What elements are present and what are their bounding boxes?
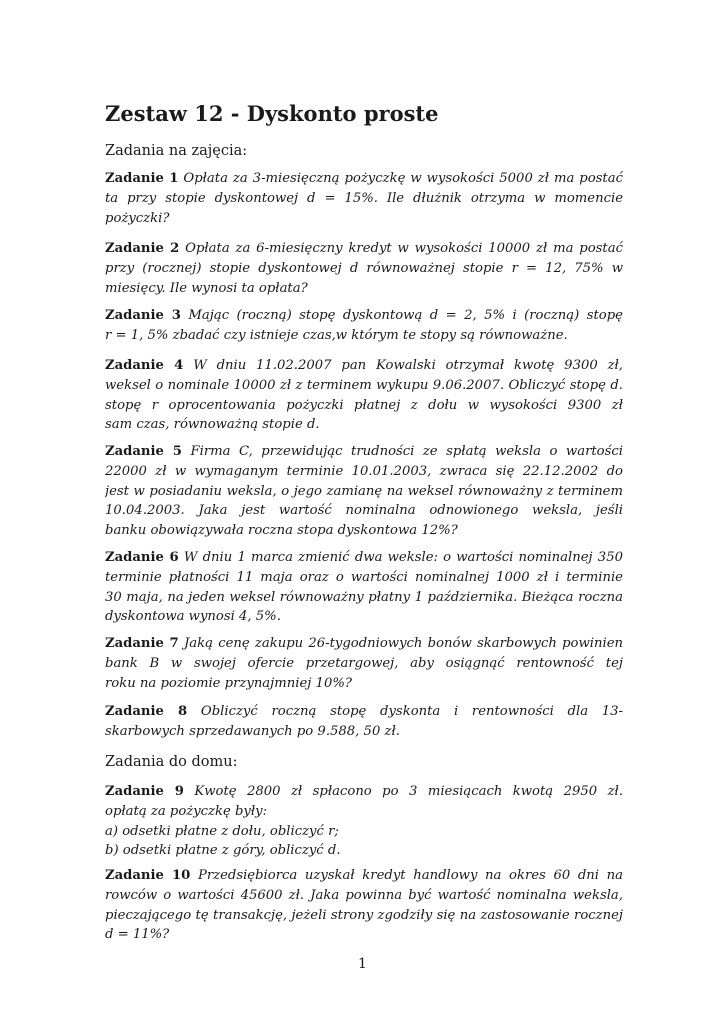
- task-text: Firma C, przewidując trudności ze spłatą weksla o wartości: [190, 444, 623, 459]
- task-9-line-3: a) odsetki płatne z dołu, obliczyć r;: [105, 823, 339, 839]
- task-5: [105, 442, 623, 541]
- task-3-line-2: r = 1, 5% zbadać czy istnieje czas,w którym te stopy są równoważne.: [105, 327, 568, 343]
- task-10-line-3: pieczającego tę transakcję, jeżeli strony zgodziły się na zastosowanie rocznej: [105, 907, 623, 923]
- task-10-line-2: rowców o wartości 45600 zł. Jaka powinna być wartość nominalna weksla,: [105, 887, 623, 903]
- task-5-line-4: 10.04.2003. Jaka jest wartość nominalna odnowionego weksla, jeśli: [105, 503, 623, 519]
- task-label: Zadanie 5: [105, 444, 182, 459]
- task-9: [105, 782, 623, 861]
- task-9-line-1: [105, 782, 623, 802]
- task-10-line-4: d = 11%?: [105, 927, 170, 943]
- task-6-line-2: terminie płatności 11 maja oraz o wartości nominalnej 1000 zł i terminie: [105, 569, 623, 585]
- task-4-line-1: [105, 356, 623, 376]
- task-7-line-2: bank B w swojej ofercie przetargowej, aby osiągnąć rentowność tej: [105, 655, 623, 671]
- task-8-line-2: skarbowych sprzedawanych po 9.588, 50 zł.: [105, 723, 400, 739]
- task-1-line-3: pożyczki?: [105, 210, 170, 226]
- task-label: Zadanie 3: [105, 308, 181, 323]
- task-label: Zadanie 6: [105, 550, 179, 565]
- task-6-line-4: dyskontowa wynosi 4, 5%.: [105, 609, 281, 625]
- task-6-line-1: [105, 548, 623, 568]
- task-text: Mając (roczną) stopę dyskontową d = 2, 5% i (roczną) stopę: [188, 308, 623, 323]
- task-2-line-1: [105, 239, 623, 259]
- section-heading-home-tasks: Zadania do domu:: [105, 754, 238, 770]
- task-1: [105, 169, 623, 228]
- task-10: [105, 866, 623, 945]
- task-9-line-4: b) odsetki płatne z góry, obliczyć d.: [105, 843, 341, 859]
- task-label: Zadanie 7: [105, 636, 179, 651]
- task-4-line-3: stopę r oprocentowania pożyczki płatnej z dołu w wysokości 9300 zł: [105, 397, 623, 413]
- task-text: W dniu 11.02.2007 pan Kowalski otrzymał kwotę 9300 zł,: [193, 358, 623, 373]
- task-10-line-1: [105, 866, 623, 886]
- section-heading-class-tasks: Zadania na zajęcia:: [105, 143, 248, 159]
- task-4: [105, 356, 623, 435]
- page-number: 1: [358, 956, 367, 972]
- task-label: Zadanie 2: [105, 241, 180, 256]
- task-text: Obliczyć roczną stopę dyskonta i rentowności dla 13-: [200, 704, 623, 719]
- task-8-line-1: [105, 702, 623, 722]
- task-5-line-5: banku obowiązywała roczna stopa dyskontowa 12%?: [105, 523, 458, 539]
- task-3-line-1: [105, 306, 623, 326]
- task-5-line-1: [105, 442, 623, 462]
- task-label: Zadanie 9: [105, 784, 184, 799]
- task-label: Zadanie 8: [105, 704, 188, 719]
- task-text: Opłata za 3-miesięczną pożyczkę w wysokości 5000 zł ma postać: [183, 171, 623, 186]
- task-2-line-3: miesięcy. Ile wynosi ta opłata?: [105, 280, 308, 296]
- task-7-line-1: [105, 634, 623, 654]
- task-text: Kwotę 2800 zł spłacono po 3 miesiącach kwotą 2950 zł.: [194, 784, 623, 799]
- task-text: Opłata za 6-miesięczny kredyt w wysokości 10000 zł ma postać: [185, 241, 623, 256]
- task-text: W dniu 1 marca zmienić dwa weksle: o wartości nominalnej 350: [183, 550, 623, 565]
- task-7: [105, 634, 623, 693]
- task-label: Zadanie 10: [105, 868, 191, 883]
- task-6-line-3: 30 maja, na jeden weksel równoważny płatny 1 października. Bieżąca roczna: [105, 589, 623, 605]
- task-1-line-2: ta przy stopie dyskontowej d = 15%. Ile dłużnik otrzyma w momencie: [105, 190, 623, 206]
- task-7-line-3: roku na poziomie przynajmniej 10%?: [105, 675, 352, 691]
- task-5-line-2: 22000 zł w wymaganym terminie 10.01.2003, zwraca się 22.12.2002 do: [105, 463, 623, 479]
- task-6: [105, 548, 623, 627]
- task-2: [105, 239, 623, 298]
- task-2-line-2: przy (rocznej) stopie dyskontowej d równoważnej stopie r = 12, 75% w: [105, 260, 623, 276]
- task-4-line-2: weksel o nominale 10000 zł z terminem wykupu 9.06.2007. Obliczyć stopę d.: [105, 377, 623, 393]
- page-title: Zestaw 12 - Dyskonto proste: [105, 101, 439, 126]
- task-4-line-4: sam czas, równoważną stopie d.: [105, 417, 320, 433]
- task-8: [105, 702, 623, 742]
- task-label: Zadanie 4: [105, 358, 184, 373]
- task-text: Jaką cenę zakupu 26-tygodniowych bonów skarbowych powinien: [183, 636, 623, 651]
- task-text: Przedsiębiorca uzyskał kredyt handlowy na okres 60 dni na: [197, 868, 623, 883]
- task-3: [105, 306, 623, 346]
- task-1-line-1: [105, 169, 623, 189]
- task-5-line-3: jest w posiadaniu weksla, o jego zamianę na weksel równoważny z terminem: [105, 483, 623, 499]
- task-9-line-2: opłatą za pożyczkę były:: [105, 803, 268, 819]
- task-label: Zadanie 1: [105, 171, 179, 186]
